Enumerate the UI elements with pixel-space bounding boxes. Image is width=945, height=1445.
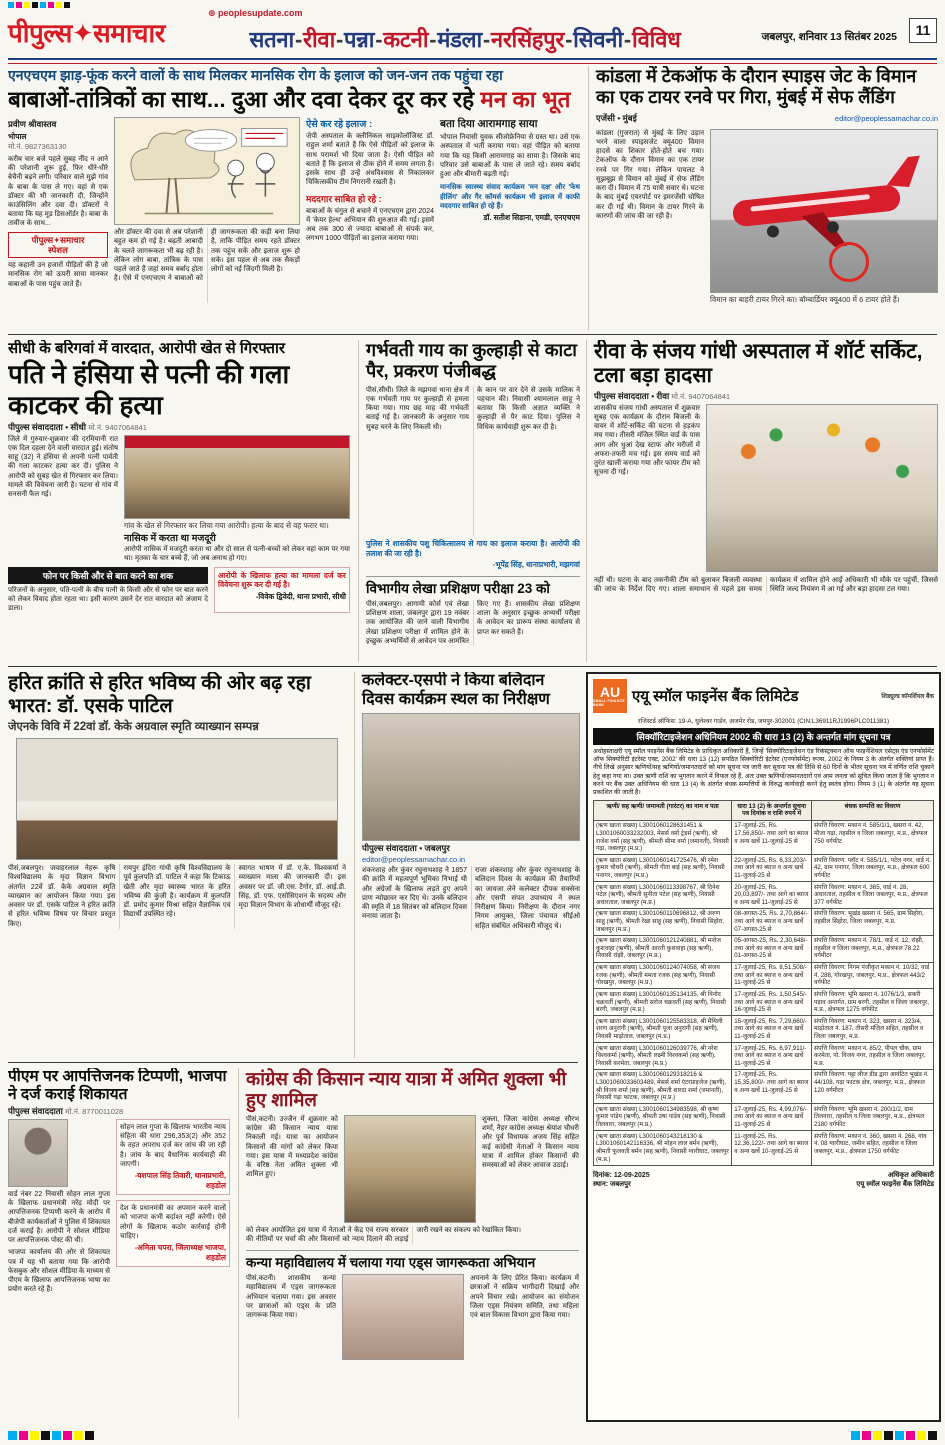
body-text: शासकीय संजय गांधी अस्पताल में शुक्रवार सुबह एक कार्यक्रम के दौरान बिजली के वायर में शॉर्ट-सर्किट की घटना से हड़कंप मच गया। तीसरी मंजिल स्थित वार्ड के पास आग और धुआं देख स्टाफ और मरीजों में अफरा-तफरी मच गई। इस समय वार्ड को तुरंत खाली कराया गया और फायर टीम को सूचना दी गई। bbox=[594, 404, 700, 477]
column-case bbox=[440, 117, 580, 303]
bank-header bbox=[593, 679, 934, 713]
article-sidhi-murder bbox=[8, 340, 350, 662]
body-text: बाबाओं के चंगुल से बचाने में एनएचएम द्वारा 2024 में 'केयर हेल्थ' अभियान की शुरुआत की गई। इसमें अब तक 300 से ज्यादा बाबाओं से संपर्क कर, लगभग 1000 पीड़ितों का इलाज कराया गया। bbox=[306, 207, 434, 243]
photo-banner bbox=[125, 436, 349, 448]
notice-title: सिक्यॉरिटाइजेशन अधिनियम 2002 की धारा 13 (2) के अन्तर्गत मांग सूचना पत्र bbox=[593, 728, 934, 745]
hospital-photo bbox=[706, 404, 938, 572]
article-cow-column bbox=[358, 340, 580, 662]
article-headline: कांडला में टेकऑफ के दौरान स्पाइस जेट के विमान का एक टायर रनवे पर गिरा, मुंबई में सेफ लैंडिंग bbox=[596, 66, 917, 107]
notice-signatory-org: एयू स्मॉल फाइनेंस बैंक लिमिटेड bbox=[856, 1180, 934, 1188]
color-registration-square bbox=[8, 2, 14, 8]
table-header-row: ऋणी/ सह ऋणी/ जमानती (गारंटर) का नाम व पता धारा 13 (2) के अन्तर्गत सूचना पत्र दिनांक व राशि रुपये में बंधक सम्पत्ति का विवरण bbox=[594, 801, 934, 821]
bank-table-row: (ऋण खाता संख्या) L3001060128631451 & L3001060033232003, मेसर्स वर्मा ट्रेडर्स (ऋणी), श्री राजेश वर्मा (सह ऋणी), श्रीमती सीमा वर्मा (जमानती), निवासी गढ़ा, जबलपुर (म.प्र.) 17-जुलाई-25, Rs. 17,56,850/- तथा आगे का ब्याज व अन्य खर्चे 11-जुलाई-25 से संपत्ति विवरण: मकान नं. 585/1/1, खसरा नं. 42, मौजा गढ़ा, तहसील व जिला जबलपुर, म.प्र., क्षेत्रफल 750 वर्गफीट bbox=[594, 820, 934, 854]
body-text: परिजनों के अनुसार, पति-पत्नी के बीच पत्नी के किसी और से फोन पर बात करने को लेकर विवाद होता रहता था। इसी कारण उसने देर रात वारदात को अंजाम दे डाला। bbox=[8, 586, 208, 613]
color-registration-square bbox=[24, 2, 30, 8]
article-headline: विभागीय लेखा प्रशिक्षण परीक्षा 23 को bbox=[366, 581, 550, 597]
suspicion-box bbox=[8, 567, 208, 614]
color-registration-square bbox=[52, 1431, 61, 1440]
edition-item: विविध bbox=[631, 27, 681, 52]
bank-table-row: (ऋण खाता संख्या) L3001060143218130 & L3001060142116336, श्री मोहन लाल बर्मन (ऋणी), श्रीमती फूलवती बर्मन (सह ऋणी), निवासी ग्वारीघाट, जबलपुर (म.प्र.) 11-जुलाई-25, Rs. 12,36,122/- तथा आगे का ब्याज व अन्य खर्चे 10-जुलाई-25 से संपत्ति विवरण: मकान नं. 360, खसरा नं. 268, गांव नं. 08 ग्वारीघाट, जमीन सहित, तहसील व जिला जबलपुर, म.प्र., क्षेत्रफल 1750 वर्गफीट bbox=[594, 1131, 934, 1165]
registration-marks-left bbox=[8, 1431, 94, 1440]
body-text: पीसं,सीधी। जिले के मझगवां थाना क्षेत्र में एक गर्भवती गाय पर कुल्हाड़ी से हमला किया गया। गाय छह माह की गर्भवती बताई गई है। जानकारी के अनुसार गाय सुबह चरने के लिए निकली थी। के कान पर वार देने से उसके मालिक ने पहचान की। निवासी श्यामलाल साहू ने बताया कि किसी अज्ञात व्यक्ति ने कुल्हाड़ी से पैर काट दिया। पुलिस ने विधिक कार्यवाही शुरू कर दी है। bbox=[366, 386, 580, 431]
article-headline: गर्भवती गाय का कुल्हाड़ी से काटा पैर, प्रकरण पंजीबद्ध bbox=[366, 340, 577, 381]
lecture-photo bbox=[16, 738, 338, 860]
subsection-heading: ऐसे कर रहे इलाज : bbox=[306, 119, 373, 131]
quotes-column bbox=[116, 1119, 230, 1295]
notice-footer bbox=[593, 1171, 934, 1189]
body-text: और डॉक्टर की दवा से अब परेशानी बहुत कम हो गई है। बढ़ती आबादी के चलते जागरूकता भी बढ़ रही है। लेकिन लोग बाबा, तांत्रिक के पास पहले जाते हैं जहां समय बर्बाद होता है। ऐसे में एनएचएम ने बाबाओं को ही जागरूकता की कड़ी बना लिया है, ताकि पीड़ित समय रहते डॉक्टर तक पहुंच सकें और इलाज शुरू हो सके। इस पहल से अब तक सैकड़ों लोगों को नई जिंदगी मिली है। bbox=[114, 229, 300, 283]
bjp-quote-box bbox=[116, 1200, 230, 1267]
bank-table-row: (ऋण खाता संख्या) L3001060135134135, श्री विनोद चक्रवर्ती (ऋणी), श्रीमती सरोज चक्रवर्ती (सह ऋणी), निवासी बरगी, जबलपुर (म.प्र.) 17-जुलाई-25, Rs. 1,50,545/- तथा आगे का ब्याज व अन्य खर्चे 16-जुलाई-25 से संपत्ति विवरण: भूमि खसरा नं. 1076/1/3, सकरी पड़ाव अन्तर्गत, ग्राम बरगी, तहसील व जिला जबलपुर, म.प्र., क्षेत्रफल 1275 वर्गफीट bbox=[594, 989, 934, 1016]
section-divider bbox=[8, 334, 937, 335]
edition-item: सिवनी bbox=[573, 27, 623, 52]
masthead-divider bbox=[8, 58, 937, 64]
byline: पीपुल्स संवाददाता • रीवा मो.नं. 9407064841 bbox=[594, 390, 731, 401]
edition-nav: सतना-रीवा-पन्ना-कटनी-मंडला-नरसिंहपुर-सिवनी-विविध bbox=[249, 27, 681, 52]
edition-item: कटनी bbox=[383, 27, 429, 52]
quote-text: सोहन लाल गुप्ता के खिलाफ भारतीय न्याय संहिता की धारा 296,353(2) और 352 के तहत अपराध दर्ज कर जांच की जा रही है। जांच के बाद वैधानिक कार्यवाही की जाएगी। bbox=[120, 1123, 226, 1168]
body-text: आरोपी नासिक में मजदूरी करता था और दो साल से पत्नी-बच्चों को लेकर वहां काम पर गया था। मृतका के चार बच्चे हैं, जो अब अनाथ हो गए। bbox=[124, 546, 350, 563]
color-registration-square bbox=[16, 2, 22, 8]
column-byline bbox=[8, 117, 108, 303]
byline-phone: मो.नं. 9407064841 bbox=[671, 391, 731, 401]
quote-text: देश के प्रधानमंत्री का अपमान करने वालों को भाजपा कभी बर्दाश्त नहीं करेगी। ऐसे लोगों के खिलाफ कठोर कार्रवाई होनी चाहिए। bbox=[120, 1205, 226, 1240]
subsection-heading: बता दिया आरामगाह साया bbox=[440, 118, 538, 131]
bank-table-row: (ऋण खाता संख्या) L3001060121240881, श्री मनोज कुशवाहा (ऋणी), श्रीमती आरती कुशवाहा (सह ऋणी), निवासी रांझी, जबलपुर (म.प्र.) 05-अगस्त-25, Rs. 2,30,648/- तथा आगे का ब्याज व अन्य खर्चे 01-अगस्त-25 से संपत्ति विवरण: मकान नं. 78/1, वार्ड नं. 12, रांझी, तहसील व जिला जबलपुर, म.प्र., क्षेत्रफल 78.22 वर्गमीटर bbox=[594, 935, 934, 962]
body-text: नहीं थी। घटना के बाद तकनीकी टीम को बुलाकर बिजली व्यवस्था की जांच के निर्देश दिए गए। शाला समाधान से पहले इस समय कार्यक्रम में शामिल होने आईं अधिकारी भी मौके पर पहुंचीं, जिससे स्थिति जल्द नियंत्रण में आ गई और बड़ा हादसा टल गया। bbox=[594, 576, 938, 593]
article-kanya-aids bbox=[246, 1250, 579, 1360]
bank-table-row: (ऋण खाता संख्या) L3001060125583318, श्री मैथिली शरण अनुरागी (ऋणी), श्रीमती पूजा अनुरागी (सह ऋणी), निवासी माढ़ोताल, जबलपुर (म.प्र.) 15-जुलाई-25, Rs. 7,29,660/- तथा आगे का ब्याज व अन्य खर्चे 11-जुलाई-25 से संपत्ति विवरण: मकान नं. 323, खसरा नं. 323/4, माढ़ोताल नं. 187, तीसरी मंजिल सहित, तहसील व जिला जबलपुर, म.प्र. bbox=[594, 1016, 934, 1043]
article-headline: पति ने हंसिया से पत्नी की गला काटकर की हत्या bbox=[8, 359, 290, 420]
body-text: जेपी अस्पताल के क्लीनिकल साइकोलॉजिस्ट डॉ. राहुल शर्मा बताते हैं कि ऐसे पीड़ितों को इलाज के साथ परामर्श भी दिया जाता है। ऐसी पीड़ित को बताते हैं कि इलाज से ठीक होने में समय लगता है। इसके साथ ही उन्हें अंधविश्वास से निकालकर चिकित्सकीय टीम निगरानी रखती है। bbox=[306, 133, 434, 187]
edition-item: मंडला bbox=[437, 27, 482, 52]
article-subhead: जेएनके विवि में 22वां डॉ. केके अग्रवाल स्मृति व्याख्यान सम्पन्न bbox=[8, 721, 259, 734]
color-registration-square bbox=[884, 1431, 893, 1440]
article-pm-complaint bbox=[8, 1068, 230, 1418]
byline-agency: एजेंसी • मुंबई bbox=[596, 112, 637, 123]
subsection-heading: मददगार साबित हो रहे : bbox=[306, 193, 382, 204]
color-registration-square bbox=[40, 2, 46, 8]
quote-text: पुलिस ने शासकीय पशु चिकित्सालय से गाय का इलाज कराया है। आरोपी की तलाश की जा रही है। bbox=[366, 538, 580, 558]
body-column bbox=[8, 1119, 110, 1295]
bank-demand-notice bbox=[586, 672, 941, 1422]
body-text: वार्ड नंबर 22 निवासी सोहन लाल गुप्ता के खिलाफ प्रधानमंत्री नरेंद्र मोदी पर आपत्तिजनक टिप्पणी करने के आरोप में बीजेपी कार्यकर्ताओं ने पुलिस में शिकायत दर्ज कराई है। आरोपी ने सोशल मीडिया पर आपत्तिजनक पोस्ट की थी। bbox=[8, 1190, 110, 1245]
article-collector-inspection bbox=[354, 672, 580, 1058]
color-registration-square bbox=[85, 1431, 94, 1440]
quote-text: आरोपी के खिलाफ हत्या का मामला दर्ज कर विवेचना शुरू कर दी गई है। bbox=[218, 570, 346, 590]
byline-name: प्रवीण श्रीवास्तव bbox=[8, 119, 57, 130]
photo-caption: गांव के खेत से गिरफ्तार कर लिया गया आरोपी। हत्या के बाद से वह फरार था। bbox=[124, 520, 329, 530]
bank-table-row: (ऋण खाता संख्या) L3001060129318216 & L3001060033603489, मेसर्स शर्मा एंटरप्राइजेज (ऋणी), श्री विजय शर्मा (सह ऋणी), श्रीमती शारदा शर्मा (जमानती), निवासी गढ़ा फाटक, जबलपुर (म.प्र.) 17-जुलाई-25, Rs. 15,35,800/- तथा आगे का ब्याज व अन्य खर्चे 11-जुलाई-25 से संपत्ति विवरण: पट्टा लीज डीड द्वारा आवंटित भूखंड नं. 44/108, गढ़ा फाटक क्षेत्र, जबलपुर, म.प्र., क्षेत्रफल 120 वर्गमीटर bbox=[594, 1069, 934, 1103]
quote-attribution: डॉ. सतीश सिडाना, एमडी, एनएचएम bbox=[483, 212, 580, 222]
photo-column bbox=[124, 435, 350, 563]
body-text: पीसं,कटनी। उज्जैन में शुक्रवार को कांग्रेस की किसान न्याय यात्रा निकाली गई। यात्रा का आयोजन किसानों की मांगों को लेकर किया गया। इस यात्रा में मध्यप्रदेश कांग्रेस के वरिष्ठ नेता अमित शुक्ला भी शामिल हुए। bbox=[246, 1115, 338, 1179]
article-mental-health bbox=[8, 66, 580, 330]
column-treatment bbox=[306, 117, 434, 303]
bank-name: एयू स्मॉल फाइनेंस बैंक लिमिटेड bbox=[632, 688, 799, 705]
bank-table-body bbox=[594, 820, 934, 1165]
edition-item: नरसिंहपुर bbox=[490, 27, 565, 52]
subsection-heading: नासिक में करता था मजदूरी bbox=[124, 533, 216, 545]
bank-table-row: (ऋण खाता संख्या) L3001060124074058, श्री संजय रजक (ऋणी), श्रीमती ममता रजक (सह ऋणी), निवासी गोरखपुर, जबलपुर (म.प्र.) 17-जुलाई-25, Rs. 8,51,508/- तथा आगे का ब्याज व अन्य खर्चे 11-जुलाई-25 से संपत्ति विवरण: निगम पंजीकृत मकान नं. 10/32, वार्ड नं. 288, गोरखपुर, जबलपुर, म.प्र., क्षेत्रफल 443/2 वर्गफीट bbox=[594, 962, 934, 989]
photo-caption: विमान का बाहरी टायर गिरने का। बॉम्बार्डियर क्यू400 में 6 टायर होते हैं। bbox=[710, 294, 900, 304]
article-headline: हरित क्रांति से हरित भविष्य की ओर बढ़ रहा भारत: डॉ. एसके पाटिल bbox=[8, 672, 311, 717]
byline-email: editor@peoplessamachar.co.in bbox=[834, 113, 938, 123]
color-registration-square bbox=[48, 2, 54, 8]
body-text: शुक्ला, जिला कांग्रेस अध्यक्ष सौरभ शर्मा, नैहर कांग्रेस अध्यक्ष श्रेयांश चौधरी और पूर्व विधायक अजय सिंह सहित कई कांग्रेसी नेताओं ने किसान न्याय यात्रा में शामिल होकर किसानों की समस्याओं को लेकर आवाज उठाई। bbox=[482, 1115, 579, 1170]
article-headline: कांग्रेस की किसान न्याय यात्रा में अमित शुक्ला भी हुए शामिल bbox=[246, 1068, 567, 1111]
article-harit-kranti bbox=[8, 672, 346, 1058]
color-registration-square bbox=[906, 1431, 915, 1440]
bank-table-row: (ऋण खाता संख्या) L3001060110696812, श्री अरुण साहू (ऋणी), श्रीमती रेखा साहू (सह ऋणी), निवासी सिहोरा, जबलपुर (म.प्र.) 08-अगस्त-25, Rs. 2,70,864/- तथा आगे का ब्याज व अन्य खर्चे 07-अगस्त-25 से संपत्ति विवरण: भूखंड खसरा नं. 565, ग्राम सिहोरा, तहसील सिहोरा, जिला जबलपुर, म.प्र. bbox=[594, 908, 934, 935]
color-registration-square bbox=[63, 1431, 72, 1440]
plane-photo bbox=[710, 129, 938, 293]
article-rewa-hospital bbox=[586, 340, 938, 662]
color-registration-square bbox=[873, 1431, 882, 1440]
byline: पीपुल्स संवाददाता • सीधी मो.नं. 9407064841 bbox=[8, 421, 147, 432]
website-link: ⊕ peoplesupdate.com bbox=[208, 8, 303, 18]
color-registration-square bbox=[19, 1431, 28, 1440]
inspection-photo bbox=[362, 713, 580, 841]
body-text: भाजपा कार्यालय की ओर से शिकायत पत्र में यह भी बताया गया कि आरोपी फेसबुक और सोशल मीडिया के माध्यम से पीएम के खिलाफ आपत्तिजनक भाषा का प्रयोग करते रहे हैं। bbox=[8, 1249, 110, 1294]
byline-city: भोपाल bbox=[8, 132, 27, 142]
color-registration-square bbox=[30, 1431, 39, 1440]
edition-item: रीवा bbox=[302, 27, 336, 52]
byline-phone: मो.नं. 9827363130 bbox=[8, 141, 67, 151]
byline-email: editor@peoplessamachar.co.in bbox=[362, 855, 466, 865]
article-congress-yatra bbox=[238, 1068, 579, 1418]
notice-place: स्थान: जबलपुर bbox=[593, 1180, 631, 1188]
special-badge: पीपुल्स✦समाचार स्पेशल bbox=[8, 232, 108, 258]
article-headline: कन्या महाविद्यालय में चलाया गया एड्स जागरूकता अभियान bbox=[246, 1255, 536, 1271]
article-kicker: सीधी के बरिगवां में वारदात, आरोपी खेत से गिरफ्तार bbox=[8, 340, 285, 357]
color-registration-square bbox=[41, 1431, 50, 1440]
body-text: यह कहानी उन हजारों पीड़ितों की है जो मानसिक रोग को ऊपरी साया मानकर बाबाओं के पास पहुंच जाते हैं। bbox=[8, 262, 108, 288]
quote-attribution: -भूपेंद्र सिंह, थानाप्रभारी, मझगवां bbox=[492, 560, 580, 570]
bank-table-row: (ऋण खाता संख्या) L3001060134983598, श्री कृष्ण कुमार पांडेय (ऋणी), श्रीमती उषा पांडेय (सह ऋणी), निवासी तिलवारा, जबलपुर (म.प्र.) 17-जुलाई-25, Rs. 4,99,076/- तथा आगे का ब्याज व अन्य खर्चे 11-जुलाई-25 से संपत्ति विवरण: भूमि खसरा नं. 200/1/2, ग्राम तिलवारा, तहसील व जिला जबलपुर, म.प्र., क्षेत्रफल 2180 वर्गफीट bbox=[594, 1104, 934, 1131]
color-registration-square bbox=[917, 1431, 926, 1440]
photo-column bbox=[710, 129, 938, 325]
color-registration-square bbox=[895, 1431, 904, 1440]
section-divider bbox=[8, 1062, 578, 1063]
body-text: पीसं,जबलपुर। आगामी कोर्स एवं लेखा प्रशिक्षण शाला, जबलपुर द्वारा 19 नवंबर तक आयोजित की जाने वाली विभागीय लेखा प्रशिक्षण परीक्षा में शामिल होने के इच्छुक अभ्यर्थियों से आवेदन पत्र आमंत्रित किए गए हैं। शासकीय लेखा प्रशिक्षण शाला के अनुसार इच्छुक अभ्यर्थी परीक्षा के आवेदन का प्रारूप संस्था कार्यालय से प्राप्त कर सकते हैं। bbox=[366, 600, 580, 645]
edition-item: पन्ना bbox=[344, 27, 375, 52]
section-divider bbox=[8, 666, 937, 667]
article-headline: कलेक्टर-एसपी ने किया बलिदान दिवस कार्यक्रम स्थल का निरीक्षण bbox=[362, 672, 550, 708]
yatra-photo bbox=[344, 1115, 476, 1223]
article-spicejet bbox=[588, 66, 938, 330]
color-registration-square bbox=[862, 1431, 871, 1440]
quote-text: मानसिक स्वास्थ्य संवाद कार्यक्रम 'मन दक्ष' और 'फेथ हीलिंग' और गैर कॉमर्स कार्यक्रम भी इलाज में काफी मददगार साबित हो रहे हैं। bbox=[440, 184, 580, 210]
bank-tagline: शिड्यूल्ड कॉमर्शियल बैंक bbox=[881, 694, 934, 700]
color-registration-square bbox=[928, 1431, 937, 1440]
cartoon-sketch bbox=[115, 118, 299, 224]
body-text: कांडला (गुजरात) से मुंबई के लिए उड़ान भरने वाला स्पाइसजेट क्यू400 विमान हादसे का शिकार होते-होते बच गया। टेकऑफ के दौरान विमान का एक टायर रनवे पर गिर गया। लेकिन पायलट ने सूझबूझ से विमान को मुंबई में सेफ लैंडिंग करा दी। विमान में 75 यात्री सवार थे। घटना के बाद मुंबई एयरपोर्ट पर इमरजेंसी घोषित कर दी गई थी। विमान के टायर गिरने के कारणों की जांच की जा रही है। bbox=[596, 129, 704, 220]
edition-item: सतना bbox=[249, 27, 294, 52]
article-headline: पीएम पर आपत्तिजनक टिप्पणी, भाजपा ने दर्ज कराई शिकायत bbox=[8, 1068, 227, 1103]
color-registration-square bbox=[32, 2, 38, 8]
police-quote-box bbox=[116, 1119, 230, 1195]
plane-silhouette bbox=[711, 130, 937, 292]
column-cartoon bbox=[114, 117, 300, 303]
color-registration-square bbox=[851, 1431, 860, 1440]
body-text: करीब चार बजे पहले सुबह नींद न आने की परेशानी शुरू हुई, फिर धीरे-धीरे बेचैनी बढ़ने लगी। परिवार वाले मुझे गांव के बाबा के पास ले गए। वहां से एक डॉक्टर की भी जानकारी दी, जिन्होंने काउंसिलिंग और दवा दी। डॉक्टरों ने बताया कि यह मूड डिसऑर्डर है। बाबा के तावीज के साथ... bbox=[8, 155, 108, 228]
box-heading: फोन पर किसी और से बात करने का शक bbox=[8, 567, 208, 584]
registration-marks-right bbox=[851, 1431, 937, 1440]
notice-date: दिनांक: 12-09-2025 bbox=[593, 1171, 650, 1179]
cartoon-illustration bbox=[114, 117, 300, 225]
bank-table-row: (ऋण खाता संख्या) L3001060126039776, श्री नरेश विश्वकर्मा (ऋणी), श्रीमती लक्ष्मी विश्वकर्मा (सह ऋणी), निवासी करमेता, जबलपुर (म.प्र.) 17-जुलाई-25, Rs. 6,97,911/- तथा आगे का ब्याज व अन्य खर्चे 11-जुलाई-25 से संपत्ति विवरण: मकान नं. 85/2, पीपल चौक, ग्राम करमेता, पो. विजय नगर, तहसील व जिला जबलपुर, म.प्र. bbox=[594, 1043, 934, 1070]
byline-phone: मो.नं. 8770011028 bbox=[65, 1106, 124, 1116]
bank-table-row: (ऋण खाता संख्या) L3001060141725476, श्री रमेश कुमार चौधरी (ऋणी), श्रीमती गीता बाई (सह ऋणी), निवासी पनागर, जबलपुर (म.प्र.) 22-जुलाई-25, Rs. 6,33,203/- तथा आगे का ब्याज व अन्य खर्चे 11-जुलाई-25 से संपत्ति विवरण: प्लॉट नं. 585/1/1, पटेल नगर, वार्ड नं. 42, ग्राम पनागर, जिला जबलपुर, म.प्र., क्षेत्रफल 600 वर्गफीट bbox=[594, 855, 934, 882]
quote-attribution: -विवेक द्विवेदी, थाना प्रभारी, सीधी bbox=[255, 592, 346, 602]
article-headline: बाबाओं-तांत्रिकों का साथ... दुआ और दवा देकर दूर कर रहे मन का भूत bbox=[8, 87, 571, 112]
article-headline: रीवा के संजय गांधी अस्पताल में शॉर्ट सर्किट, टला बड़ा हादसा bbox=[594, 340, 923, 388]
quote-attribution: -अमिता चपरा, जिलाध्यक्ष भाजपा, शहडोल bbox=[134, 1243, 226, 1263]
bank-address: रजिस्टर्ड ऑफिस: 19-A, धुलेश्वर गार्डन, अजमेर रोड, जयपुर-302001 (CIN:L36911RJ1996PLC011381) bbox=[637, 718, 890, 725]
notice-signatory: अधिकृत अधिकारी bbox=[887, 1171, 934, 1179]
body-text: अपनाने के लिए प्रेरित किया। कार्यक्रम में छात्राओं ने सक्रिय भागीदारी दिखाई और अपने विचार रखे। आयोजन का संयोजन जिला एड्स नियंत्रण समिति, तथा महिला एवं बाल विकास विभाग द्वारा किया गया। bbox=[470, 1275, 579, 1319]
color-registration-square bbox=[64, 2, 70, 8]
quote-attribution: -यशपाल सिंह तिवारी, थानाप्रभारी, शहडोल bbox=[134, 1171, 226, 1191]
body-text: जिले में गुरुवार-शुक्रवार की दरमियानी रात एक दिल दहला देने वाली वारदात हुई। संतोष साहू (32) ने हंसिया से अपनी पत्नी पार्वती की गला काटकर हत्या कर दी। पुलिस ने आरोपी को सुबह खेत से गिरफ्तार कर लिया। मामले की विवेचना जारी है। घटना से गांव में सनसनी फैल गई। bbox=[8, 435, 118, 499]
byline: पीपुल्स संवाददाता • जबलपुर editor@peoplessamachar.co.in bbox=[362, 843, 466, 865]
arrest-photo bbox=[124, 435, 350, 519]
byline: पीपुल्स संवाददाता मो.नं. 8770011028 bbox=[8, 1105, 124, 1116]
demand-notice-table bbox=[593, 800, 934, 1165]
article-kicker: एनएचएम झाड़-फूंक करने वालों के साथ मिलकर मानसिक रोग के इलाज को जन-जन तक पहुंचा रहा bbox=[8, 67, 503, 83]
color-registration-square bbox=[56, 2, 62, 8]
au-bank-logo: AU SMALL FINANCE BANK bbox=[593, 679, 627, 713]
accused-portrait bbox=[8, 1119, 68, 1187]
body-text: शंकरशाह और कुंवर रघुनाथशाह ने 1857 की क्रांति में महत्वपूर्ण भूमिका निभाई थी और अंग्रेजों के खिलाफ लड़ते हुए अपने प्राण न्योछावर कर दिए थे। उनके बलिदान की स्मृति में 18 सितंबर को बलिदान दिवस मनाया जाता है। राजा शंकरशाह और कुंवर रघुनाथशाह के बलिदान दिवस के कार्यक्रम की तैयारियों का जायजा लेने कलेक्टर दीपक सक्सेना और एसपी संपत उपाध्याय ने स्थल निरीक्षण किया। निरीक्षण के दौरान नगर निगम आयुक्त, जिला पंचायत सीईओ सहित संबंधित अधिकारी मौजूद थे। bbox=[362, 867, 580, 930]
registration-marks-top bbox=[8, 2, 70, 8]
awareness-photo bbox=[342, 1274, 464, 1360]
dateline: जबलपुर, शनिवार 13 सितंबर 2025 bbox=[761, 31, 897, 43]
body-text: पीसं,जबलपुर। जवाहरलाल नेहरू कृषि विश्वविद्यालय के मृदा विज्ञान विभाग अंतर्गत 22वें डॉ. केके अग्रवाल स्मृति व्याख्यान का आयोजन किया गया। इस अवसर पर डॉ. एसके पाटिल ने हरित क्रांति से हरित भविष्य विषय पर विचार प्रस्तुत किए। रायपुर इंदिरा गांधी कृषि विश्वविद्यालय के पूर्व कुलपति डॉ. पाटिल ने कहा कि टिकाऊ खेती और मृदा स्वास्थ्य भारत के हरित भविष्य की कुंजी है। कार्यक्रम में कुलपति डॉ. प्रमोद कुमार मिश्रा सहित वैज्ञानिक एवं विद्यार्थी उपस्थित रहे। स्वागत भाषण में डॉ. ए.के. विश्वकर्मा ने व्याख्यान माला की जानकारी दी। इस अवसर पर डॉ. जी.एस. टैगोर, डॉ. आई.डी. सिंह, डॉ. एफ. एसोसिएशन के सदस्य और मृदा विज्ञान विभाग के शोधार्थी मौजूद रहे। bbox=[8, 865, 346, 928]
annotation-circle bbox=[829, 242, 869, 282]
color-registration-square bbox=[8, 1431, 17, 1440]
notice-legal-text: अधोहस्ताक्षरी एयू स्मॉल फाइनेंस बैंक लिमिटेड के प्राधिकृत अधिकारी हैं, जिन्हें 'सिक्योरिटाइजेशन एंड रिकंस्ट्रक्शन ऑफ फाइनेंशियल एसेट्स एंड एनफोर्समेंट ऑफ सिक्योरिटी इंटरेस्ट एक्ट, 2002' की धारा 13 (12) सपठित सिक्योरिटी इंटरेस्ट (एनफोर्समेंट) रूल्स, 2002 के नियम 3 के अंतर्गत शक्तियां प्राप्त हैं। नीचे लिखे अनुसार ऋणियों/सह ऋणियों/जमानतदारों को मांग सूचना पत्र जारी कर सूचना पत्र की तिथि से 60 दिनों के भीतर सूचना पत्र में वर्णित राशि चुकाने हेतु कहा गया था। उक्त ऋणी राशि का भुगतान करने में विफल रहे हैं, अतः उक्त ऋणियों/जमानतदारों एवं आम जनता को सूचित किया जाता है कि भुगतान न करने पर बैंक उक्त अधिनियम की धारा 13 (4) के अंतर्गत बंधक सम्पत्तियों के विरुद्ध कार्यवाही करने हेतु स्वतंत्र होगा। नियम 3 (1) के अंतर्गत यह सूचना प्रकाशित की जाती है। bbox=[593, 748, 934, 796]
body-text: पीसं,कटनी। शासकीय कन्या महाविद्यालय में एड्स जागरूकता अभियान चलाया गया। इस अवसर पर छात्राओं को एड्स के प्रति जागरूक किया गया। bbox=[246, 1275, 336, 1319]
body-text: भोपाल निवासी युवक सीजोफ्रेनिया से ग्रस्त था। उसे एक अस्पताल में भर्ती कराया गया। वहां पीड़ित को बताया गया कि यह किसी आरामगाह का साया है। जिसके बाद परिवार उसे बाबाओं के पास ले जाते रहे। समय बर्बाद हुआ और बीमारी बढ़ती गई। bbox=[440, 134, 580, 179]
article-exam bbox=[366, 576, 580, 646]
page-number: 11 bbox=[909, 18, 937, 43]
body-text: को लेकर आयोजित इस यात्रा में नेताओं ने केंद्र एवं राज्य सरकार की नीतियों पर चर्चा की और किसानों को न्याय दिलाने की लड़ाई जारी रखने का संकल्प को रेखांकित किया। bbox=[246, 1226, 522, 1244]
headline-accent: मन का भूत bbox=[480, 87, 571, 112]
color-registration-square bbox=[74, 1431, 83, 1440]
police-quote-box bbox=[214, 567, 350, 614]
newspaper-logo: पीपुल्स✦समाचार bbox=[8, 18, 165, 48]
byline-phone: मो.नं. 9407064841 bbox=[88, 422, 147, 432]
bank-table-row: (ऋण खाता संख्या) L3001060113398767, श्री दिनेश पटेल (ऋणी), श्रीमती सुनीता पटेल (सह ऋणी), निवासी अधारताल, जबलपुर (म.प्र.) 20-जुलाई-25, Rs. 20,03,897/- तथा आगे का ब्याज व अन्य खर्चे 11-जुलाई-25 से संपत्ति विवरण: मकान नं. 365, वार्ड नं. 28, अधारताल, तहसील व जिला जबलपुर, म.प्र., क्षेत्रफल 377 वर्गफीट bbox=[594, 882, 934, 909]
